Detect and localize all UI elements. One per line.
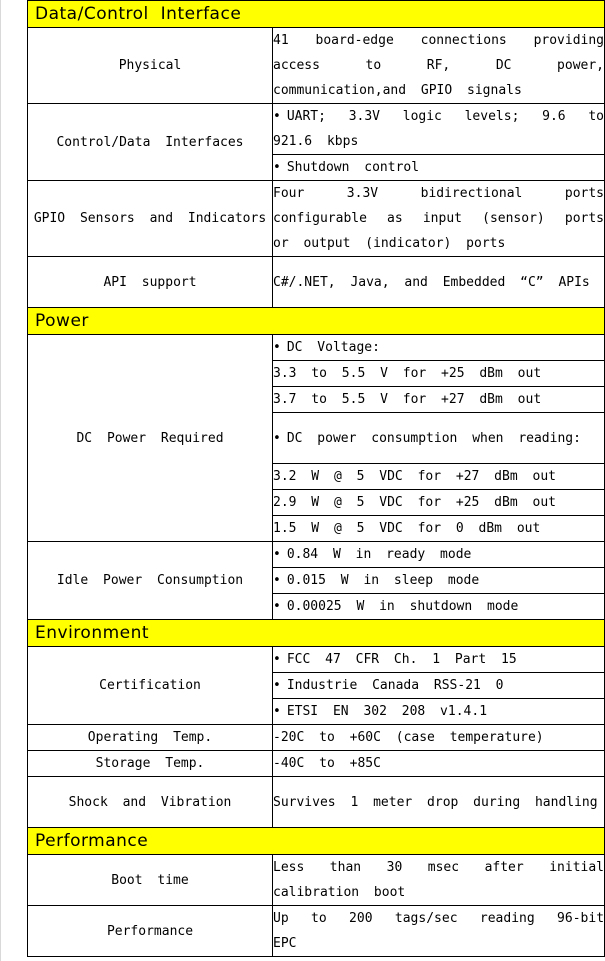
row-value: 3.3 to 5.5 V for +25 dBm out xyxy=(273,361,605,387)
section-title: Performance xyxy=(28,828,605,855)
spec-table xyxy=(27,0,605,957)
row-physical xyxy=(28,28,605,104)
row-value: 2.9 W @ 5 VDC for +25 dBm out xyxy=(273,490,605,516)
row-certification xyxy=(28,647,605,673)
bullet-icon: • xyxy=(273,678,281,693)
row-control-interfaces xyxy=(28,104,605,155)
section-title: Environment xyxy=(28,620,605,647)
row-gpio xyxy=(28,181,605,257)
row-operating-temp xyxy=(28,725,605,751)
row-storage-temp xyxy=(28,751,605,777)
row-value: Survives 1 meter drop during handling xyxy=(273,777,605,828)
bullet-icon: • xyxy=(273,704,281,719)
row-performance xyxy=(28,906,605,957)
row-label: Performance xyxy=(28,906,273,957)
row-value: • 0.84 W in ready mode xyxy=(273,542,605,568)
row-value: 1.5 W @ 5 VDC for 0 dBm out xyxy=(273,516,605,542)
row-shock xyxy=(28,777,605,828)
section-title: Data/Control Interface xyxy=(28,1,605,28)
bullet-icon: • xyxy=(273,340,281,355)
row-label: API support xyxy=(28,257,273,308)
section-power xyxy=(28,308,605,335)
row-value: • DC power consumption when reading: xyxy=(273,413,605,464)
row-label: Storage Temp. xyxy=(28,751,273,777)
row-idle-power xyxy=(28,542,605,568)
row-boot-time xyxy=(28,855,605,906)
row-value: 3.7 to 5.5 V for +27 dBm out xyxy=(273,387,605,413)
row-label: Operating Temp. xyxy=(28,725,273,751)
bullet-icon: • xyxy=(273,547,281,562)
row-label: GPIO Sensors and Indicators xyxy=(28,181,273,257)
row-value: • DC Voltage: xyxy=(273,335,605,361)
row-api xyxy=(28,257,605,308)
row-value: -20C to +60C (case temperature) xyxy=(273,725,605,751)
row-label: Shock and Vibration xyxy=(28,777,273,828)
row-value: • FCC 47 CFR Ch. 1 Part 15 xyxy=(273,647,605,673)
section-environment xyxy=(28,620,605,647)
page-left-edge xyxy=(0,0,1,961)
row-value: • Shutdown control xyxy=(273,155,605,181)
bullet-icon: • xyxy=(273,573,281,588)
row-value: • UART; 3.3V logic levels; 9.6 to 921.6 kbps xyxy=(273,104,605,155)
row-label: Physical xyxy=(28,28,273,104)
row-value: • 0.00025 W in shutdown mode xyxy=(273,594,605,620)
row-value: Up to 200 tags/sec reading 96-bit EPC xyxy=(273,906,605,957)
row-value: Less than 30 msec after initial calibration boot xyxy=(273,855,605,906)
bullet-icon: • xyxy=(273,160,281,175)
bullet-icon: • xyxy=(273,652,281,667)
row-value: • Industrie Canada RSS-21 0 xyxy=(273,673,605,699)
bullet-icon: • xyxy=(273,599,281,614)
row-label: Certification xyxy=(28,647,273,725)
row-value: C#/.NET, Java, and Embedded “C” APIs xyxy=(273,257,605,308)
row-value: • ETSI EN 302 208 v1.4.1 xyxy=(273,699,605,725)
row-label: Boot time xyxy=(28,855,273,906)
row-dc-power xyxy=(28,335,605,361)
row-value: Four 3.3V bidirectional ports configurable as input (sensor) ports or output (indicator) ports xyxy=(273,181,605,257)
row-label: DC Power Required xyxy=(28,335,273,542)
row-value: -40C to +85C xyxy=(273,751,605,777)
row-value: 3.2 W @ 5 VDC for +27 dBm out xyxy=(273,464,605,490)
row-value: 41 board-edge connections providing access to RF, DC power, communication,and GPIO signals xyxy=(273,28,605,104)
row-label: Idle Power Consumption xyxy=(28,542,273,620)
section-title: Power xyxy=(28,308,605,335)
section-data-control xyxy=(28,1,605,28)
row-value: • 0.015 W in sleep mode xyxy=(273,568,605,594)
bullet-icon: • xyxy=(273,430,281,446)
row-label: Control/Data Interfaces xyxy=(28,104,273,181)
section-performance xyxy=(28,828,605,855)
bullet-icon: • xyxy=(273,109,281,124)
